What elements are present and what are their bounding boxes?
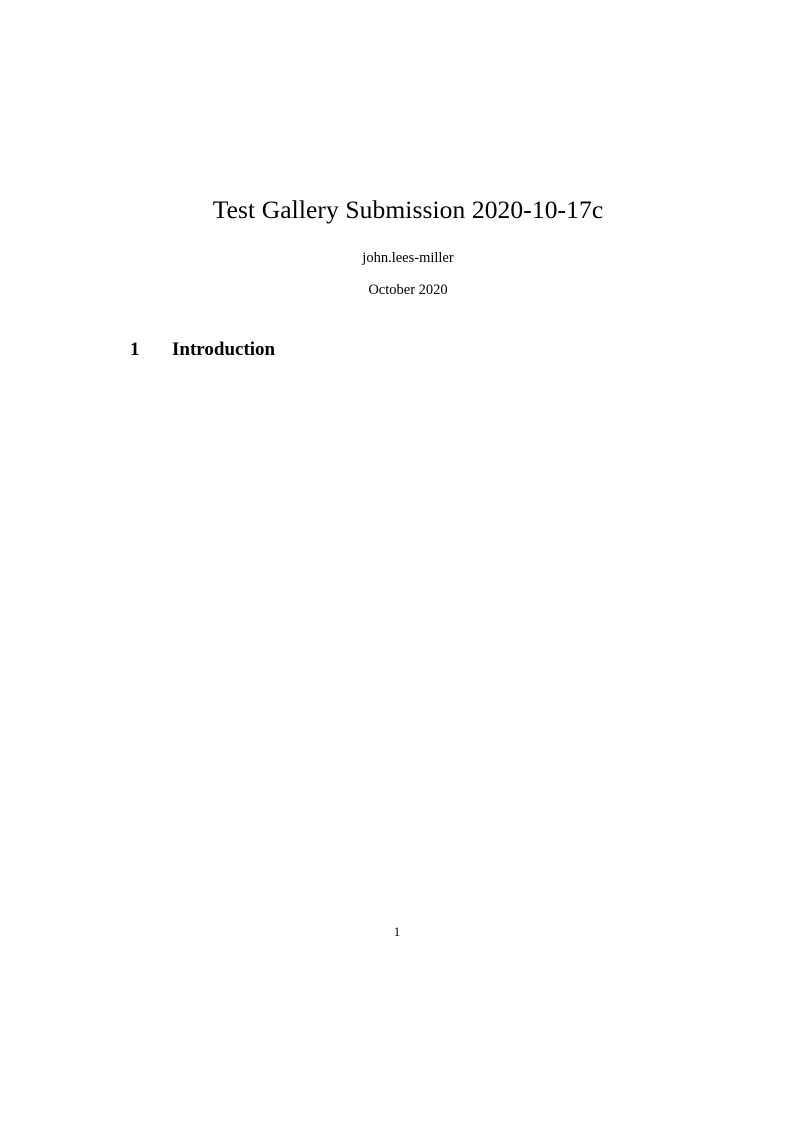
section-heading bbox=[130, 339, 686, 361]
section-number: 1 bbox=[130, 339, 140, 361]
document-author: john.lees-miller bbox=[362, 249, 454, 266]
section-introduction bbox=[130, 339, 686, 361]
document-title: Test Gallery Submission 2020-10-17c bbox=[212, 195, 604, 224]
document-date: October 2020 bbox=[368, 281, 448, 298]
section-title: Introduction bbox=[172, 339, 276, 361]
document-content bbox=[130, 195, 686, 376]
page-number: 1 bbox=[393, 925, 401, 939]
